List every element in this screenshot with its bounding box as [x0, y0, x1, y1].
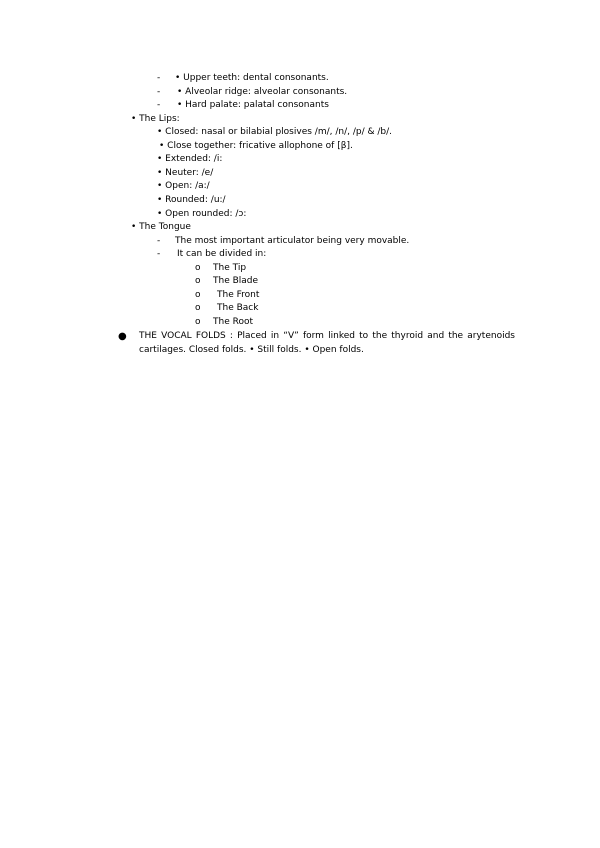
list-item-root: The Root — [213, 317, 253, 327]
list-item-blade: The Blade — [213, 276, 259, 286]
list-item-tongue-divided: It can be divided in: — [177, 249, 267, 259]
list-item-tip: The Tip — [213, 263, 247, 273]
list-item-lips-open-rounded: • Open rounded: /ɔ: — [157, 209, 247, 219]
vocal-folds-paragraph: THE VOCAL FOLDS : Placed in “V” form linked to the thyroid and the arytenoids cartilages. Closed folds. • Still folds. • Open folds. — [139, 331, 515, 355]
vocal-folds-bullet: ● — [118, 331, 127, 342]
dash-marker: - — [157, 73, 161, 83]
list-item-the-lips: • The Lips: — [131, 114, 180, 124]
circle-marker: o — [195, 303, 201, 313]
list-item-lips-open: • Open: /a:/ — [157, 181, 210, 191]
list-item-lips-closed: • Closed: nasal or bilabial plosives /m/, /n/, /p/ & /b/. — [157, 127, 392, 137]
circle-marker: o — [195, 317, 201, 327]
dash-marker: - — [157, 87, 161, 97]
dash-marker: - — [157, 100, 161, 110]
circle-marker: o — [195, 276, 201, 286]
list-item-upper-teeth: • Upper teeth: dental consonants. — [175, 73, 329, 83]
circle-marker: o — [195, 290, 201, 300]
list-item-alveolar-ridge: • Alveolar ridge: alveolar consonants. — [177, 87, 348, 97]
list-item-lips-extended: • Extended: /i: — [157, 154, 223, 164]
list-item-the-tongue: • The Tongue — [131, 222, 191, 232]
list-item-tongue-most-important: The most important articulator being very movable. — [175, 236, 410, 246]
circle-marker: o — [195, 263, 201, 273]
list-item-back: The Back — [217, 303, 259, 313]
list-item-lips-close-together: • Close together: fricative allophone of [β]. — [159, 141, 353, 151]
dash-marker: - — [157, 249, 161, 259]
list-item-front: The Front — [217, 290, 260, 300]
list-item-lips-neuter: • Neuter: /e/ — [157, 168, 214, 178]
list-item-hard-palate: • Hard palate: palatal consonants — [177, 100, 329, 110]
list-item-lips-rounded: • Rounded: /u:/ — [157, 195, 226, 205]
dash-marker: - — [157, 236, 161, 246]
